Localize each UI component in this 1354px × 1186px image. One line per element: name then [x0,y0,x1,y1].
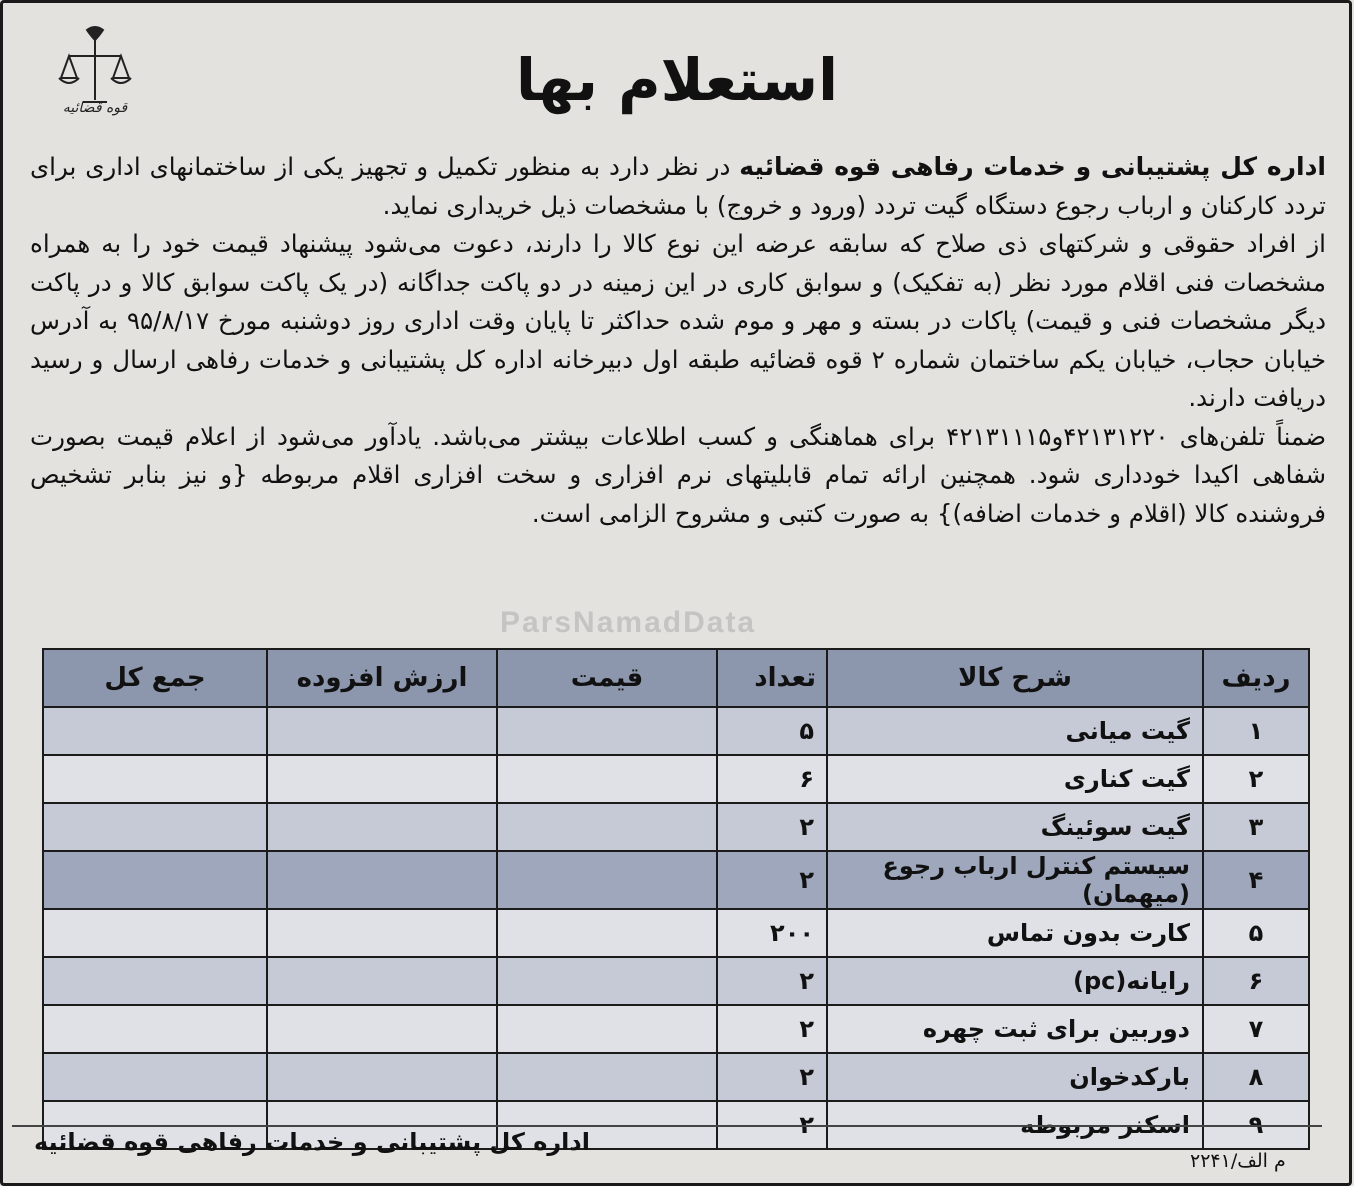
item-total [43,755,267,803]
item-vat [267,957,497,1005]
item-total [43,909,267,957]
item-price [497,957,717,1005]
item-quantity: ۲ [717,1005,827,1053]
item-name: رایانه(pc) [827,957,1203,1005]
header-quantity: تعداد [717,649,827,707]
item-price [497,1005,717,1053]
table-header-row [43,649,1309,707]
item-total [43,1005,267,1053]
table-row [43,707,1309,755]
item-quantity: ۲ [717,851,827,909]
item-quantity: ۲ [717,1101,827,1149]
row-number: ۶ [1203,957,1309,1005]
item-vat [267,755,497,803]
row-number: ۴ [1203,851,1309,909]
table-row [43,803,1309,851]
table-row [43,851,1309,909]
item-vat [267,909,497,957]
item-total [43,957,267,1005]
item-total [43,803,267,851]
row-number: ۲ [1203,755,1309,803]
item-quantity: ۲ [717,803,827,851]
header-total: جمع کل [43,649,267,707]
row-number: ۱ [1203,707,1309,755]
item-quantity: ۲ [717,1053,827,1101]
item-name: کارت بدون تماس [827,909,1203,957]
item-vat [267,851,497,909]
table-row [43,1053,1309,1101]
header-price: قیمت [497,649,717,707]
page-title: استعلام بها [516,46,838,114]
emblem-caption: قوه قضائیه [62,100,128,116]
row-number: ۸ [1203,1053,1309,1101]
header-description: شرح کالا [827,649,1203,707]
table-row [43,909,1309,957]
item-price [497,755,717,803]
item-quantity: ۵ [717,707,827,755]
row-number: ۹ [1203,1101,1309,1149]
notice-code: م الف/۲۲۴۱ [1190,1150,1286,1172]
item-quantity: ۶ [717,755,827,803]
issuer-name: اداره کل پشتیبانی و خدمات رفاهی قوه قضائیه [739,152,1326,181]
paragraph-intro [30,148,1326,225]
item-quantity: ۲ [717,957,827,1005]
item-name: گیت میانی [827,707,1203,755]
header-row-number: ردیف [1203,649,1309,707]
item-vat [267,803,497,851]
item-name: بارکدخوان [827,1053,1203,1101]
notice-body [30,148,1326,533]
item-name: گیت سوئینگ [827,803,1203,851]
item-total [43,707,267,755]
header-vat: ارزش افزوده [267,649,497,707]
item-price [497,851,717,909]
item-total [43,1053,267,1101]
item-quantity: ۲۰۰ [717,909,827,957]
table-row [43,1005,1309,1053]
item-name: اسکنر مربوطه [827,1101,1203,1149]
item-vat [267,1005,497,1053]
item-vat [267,707,497,755]
item-name: دوربین برای ثبت چهره [827,1005,1203,1053]
item-price [497,909,717,957]
intro-text: در نظر دارد به منظور تکمیل و تجهیز یکی از ساختمانهای اداری برای تردد کارکنان و ارباب رجوع دستگاه گیت تردد (ورود و خروج) با مشخصات ذیل خریداری نماید. [30,152,1326,220]
item-name: گیت کناری [827,755,1203,803]
item-price [497,707,717,755]
item-name: سیستم کنترل ارباب رجوع (میهمان) [827,851,1203,909]
paragraph-invitation: از افراد حقوقی و شرکتهای ذی صلاح که سابقه عرضه این نوع کالا را دارند، دعوت می‌شود پیشنهاد قیمت خود را به همراه مشخصات فنی اقلام مورد نظر (به تفکیک) و سوابق کاری در این زمینه در دو پاکت جداگانه (در یک پاکت سوابق کالا و در پاکت دیگر مشخصات فنی و قیمت) پاکات در بسته و مهر و موم شده حداکثر تا پایان وقت اداری روز دوشنبه مورخ ۹۵/۸/۱۷ به آدرس خیابان حجاب، خیابان یکم ساختمان شماره ۲ قوه قضائیه طبقه اول دبیرخانه اداره کل پشتیبانی و خدمات رفاهی ارسال و رسید دریافت دارند. [30,229,1326,412]
row-number: ۷ [1203,1005,1309,1053]
items-table-wrapper [44,648,1310,1139]
row-number: ۳ [1203,803,1309,851]
watermark-brand: ParsNamadData [500,606,757,639]
table-row [43,755,1309,803]
paragraph-contact: ضمناً تلفن‌های ۴۲۱۳۱۲۲۰و۴۲۱۳۱۱۱۵ برای هماهنگی و کسب اطلاعات بیشتر می‌باشد. یادآور می‌شود از اعلام قیمت بصورت شفاهی اکیدا خودداری شود. همچنین ارائه تمام قابلیتهای نرم افزاری و سخت افزاری اقلام مربوطه {و نیز بنابر تشخیص فروشنده کالا (اقلام و خدمات اضافه)} به صورت کتبی و مشروح الزامی است. [30,421,1327,528]
row-number: ۵ [1203,909,1309,957]
item-price [497,803,717,851]
item-vat [267,1053,497,1101]
footer-signature: اداره کل پشتیبانی و خدمات رفاهی قوه قضائیه [34,1128,590,1156]
items-table [42,648,1310,1150]
item-price [497,1053,717,1101]
item-total [43,851,267,909]
table-row [43,957,1309,1005]
